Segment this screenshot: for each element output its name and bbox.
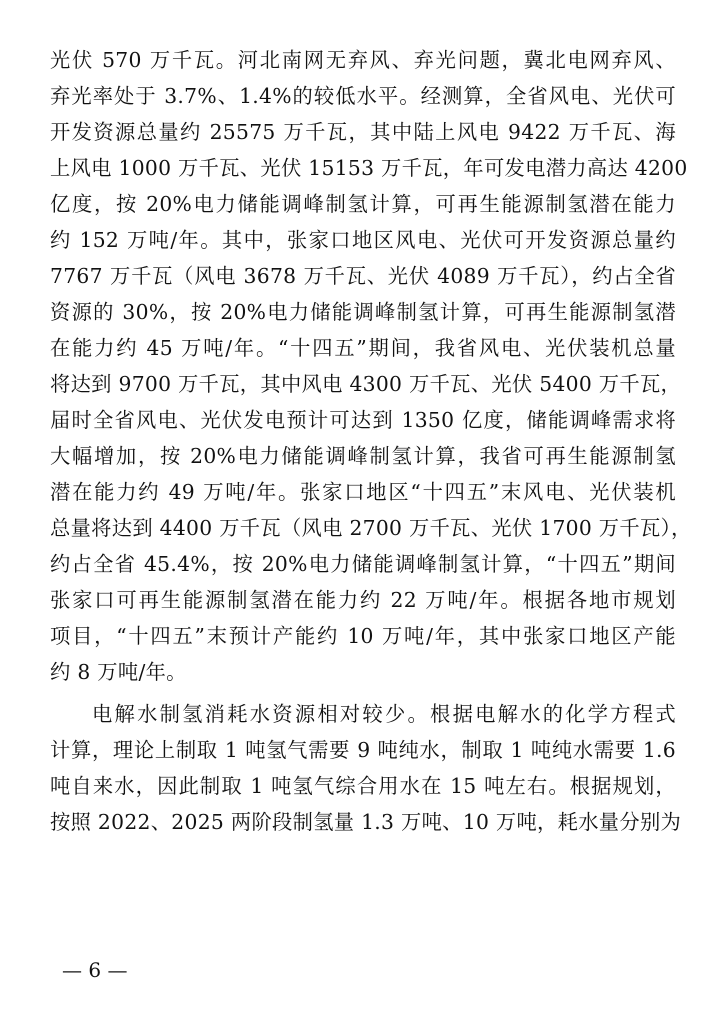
text-line: 潜在能力约 49 万吨/年。张家口地区“十四五”末风电、光伏装机 (50, 480, 676, 504)
text-line: 电解水制氢消耗水资源相对较少。根据电解水的化学方程式 (92, 702, 676, 726)
text-line: 约占全省 45.4%，按 20%电力储能调峰制氢计算，“十四五”期间 (50, 552, 676, 576)
text-line: 将达到 9700 万千瓦，其中风电 4300 万千瓦、光伏 5400 万千瓦， (50, 372, 682, 396)
text-line: 在能力约 45 万吨/年。“十四五”期间，我省风电、光伏装机总量 (50, 336, 676, 360)
paragraph-water-consumption (50, 696, 682, 840)
text-line: 亿度，按 20%电力储能调峰制氢计算，可再生能源制氢潜在能力 (50, 192, 676, 216)
text-line: 大幅增加，按 20%电力储能调峰制氢计算，我省可再生能源制氢 (50, 444, 676, 468)
text-line: 约 8 万吨/年。 (50, 660, 187, 684)
text-line: 上风电 1000 万千瓦、光伏 15153 万千瓦，年可发电潜力高达 4200 (50, 156, 688, 180)
text-line: 张家口可再生能源制氢潜在能力约 22 万吨/年。根据各地市规划 (50, 588, 676, 612)
text-line: 计算，理论上制取 1 吨氢气需要 9 吨纯水，制取 1 吨纯水需要 1.6 (50, 738, 676, 762)
text-line: 吨自来水，因此制取 1 吨氢气综合用水在 15 吨左右。根据规划， (50, 774, 676, 798)
text-line: 约 152 万吨/年。其中，张家口地区风电、光伏可开发资源总量约 (50, 228, 676, 252)
text-line: 弃光率处于 3.7%、1.4%的较低水平。经测算，全省风电、光伏可 (50, 84, 676, 108)
page-number: — 6 — (62, 958, 128, 982)
document-body (50, 42, 692, 840)
text-line: 届时全省风电、光伏发电预计可达到 1350 亿度，储能调峰需求将 (50, 408, 676, 432)
paragraph-hydrogen-potential (50, 42, 692, 690)
text-line: 资源的 30%，按 20%电力储能调峰制氢计算，可再生能源制氢潜 (50, 300, 676, 324)
text-line: 按照 2022、2025 两阶段制氢量 1.3 万吨、10 万吨，耗水量分别为 (50, 810, 682, 834)
text-line: 开发资源总量约 25575 万千瓦，其中陆上风电 9422 万千瓦、海 (50, 120, 676, 144)
text-line: 项目，“十四五”末预计产能约 10 万吨/年，其中张家口地区产能 (50, 624, 676, 648)
text-line: 7767 万千瓦（风电 3678 万千瓦、光伏 4089 万千瓦），约占全省 (50, 264, 676, 288)
text-line: 总量将达到 4400 万千瓦（风电 2700 万千瓦、光伏 1700 万千瓦）， (50, 516, 692, 540)
text-line: 光伏 570 万千瓦。河北南网无弃风、弃光问题，冀北电网弃风、 (50, 48, 676, 72)
